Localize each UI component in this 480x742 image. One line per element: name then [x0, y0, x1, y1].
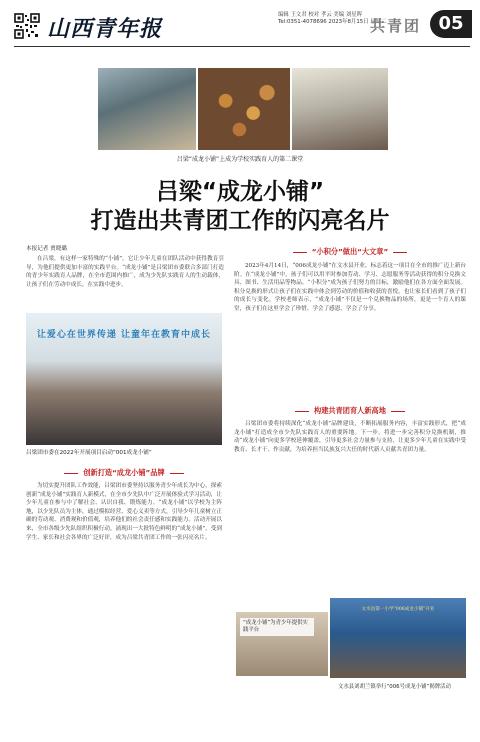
- bottom-photo-caption: 文水县刘胡兰镇举行“006号成龙小铺”揭牌活动: [338, 684, 451, 690]
- section-3-body: [234, 420, 466, 592]
- section-name: 共青团: [370, 17, 422, 35]
- credits-line-2: Tel:0351-4078696 2023年8月15日 星期二: [278, 19, 387, 26]
- bottom-photo-inset-caption: “成龙小铺”为青少年提供实践平台: [240, 618, 314, 636]
- lead-paragraph: 在吕梁，有这样一家特殊的“小铺”，它让少年儿童在团队活动中获得教育引导，为他们提供更加丰富的实践平台。“成龙小铺”是吕梁团市委联合多部门打造的青少年实践育人品牌，在全市范围内推广，成为少先队实践育人的生动载体，让孩子们在劳动中成长，在实践中进步。: [26, 256, 224, 288]
- qr-code-icon: [14, 13, 40, 39]
- headline-line-1: 吕梁“成龙小铺”: [155, 179, 325, 205]
- bottom-photo-right: [330, 598, 466, 678]
- byline: 本报记者 贾晓璐: [26, 246, 67, 252]
- group-photo: [26, 313, 222, 445]
- section-1-paragraph: 为切实提升团队工作效能，吕梁团市委坚持以服务青少年成长为中心，探索创新“成龙小铺”实践育人新模式，在全市少先队中广泛开展体验式学习活动，让少年儿童在参与中了解社会、认识自我、锻炼能力。“成龙小铺”以学校为主阵地，以少先队员为主体，通过模拟经营、爱心义卖等方式，引导少年儿童树立正确的劳动观、消费观和价值观，培养他们的社会责任感和实践能力。活动开展以来，全市各级少先队组织积极行动，涌现出一大批特色鲜明的“成龙小铺”，受到学生、家长和社会各界的广泛好评，成为吕梁共青团工作的一张闪亮名片。: [26, 483, 222, 541]
- section-2-body: [234, 262, 466, 402]
- section-3-heading: 构建共青团育人新高地: [234, 406, 466, 416]
- article-headline: [0, 178, 480, 236]
- section-1-heading: 创新打造“成龙小铺”品牌: [26, 468, 222, 478]
- newspaper-logo: 山西青年报: [47, 16, 163, 42]
- group-photo-sign: 让爱心在世界传递 让童年在教育中成长: [36, 330, 212, 340]
- section-1-body: [26, 482, 222, 736]
- top-photo-1: [98, 68, 196, 150]
- bottom-photo-banner-text: 文水县第一小学“006成龙小铺”开业: [361, 607, 435, 612]
- section-3-paragraph: 吕梁团市委将持续深化“成龙小铺”品牌建设，不断拓展服务内容，丰富实践形式，把“成龙小铺”打造成全市少先队实践育人的重要阵地。下一步，将进一步完善积分兑换机制，推动“成龙小铺”向更多学校延伸覆盖，引导更多社会力量参与支持，让更多少年儿童在实践中受教育、长才干、作贡献，为培养担当民族复兴大任的时代新人贡献共青团力量。: [234, 421, 466, 453]
- top-photo-2: [198, 68, 290, 150]
- top-photo-caption: 吕梁“成龙小铺”上成为学校实践育人的第二课堂: [176, 156, 304, 163]
- top-photo-strip: [98, 68, 388, 150]
- section-2-paragraph: 2023年4月14日，“006成龙小铺”在文水县开业，标志着这一项目在全市的推广迈上新台阶。在“成龙小铺”中，孩子们可以用平时参加劳动、学习、志愿服务等活动获得的积分兑换文具、图书、生活用品等物品。“小积分”成为孩子们努力的目标，激励他们在各方面全面发展。积分兑换的形式让孩子们在实践中体会到劳动的价值和收获的喜悦，也让家长们看到了孩子们的成长与变化。学校老师表示，“成龙小铺”不仅是一个兑换物品的场所，更是一个育人的课堂，孩子们在这里学会了珍惜、学会了感恩、学会了分享。: [234, 263, 466, 312]
- section-2-heading: “小积分”做出“大文章”: [234, 247, 466, 257]
- top-photo-3: [292, 68, 388, 150]
- page-number-badge: 05: [430, 10, 472, 38]
- credits-line-1: 编辑 王文君 校对 孝云 美编 刘星晖: [278, 12, 363, 18]
- group-photo-caption: 吕梁团市委在2022年开展项目启动“001成龙小铺”: [26, 450, 152, 456]
- masthead-rule: [14, 46, 470, 47]
- headline-line-2: 打造出共青团工作的闪亮名片: [90, 208, 390, 234]
- masthead: [0, 0, 480, 46]
